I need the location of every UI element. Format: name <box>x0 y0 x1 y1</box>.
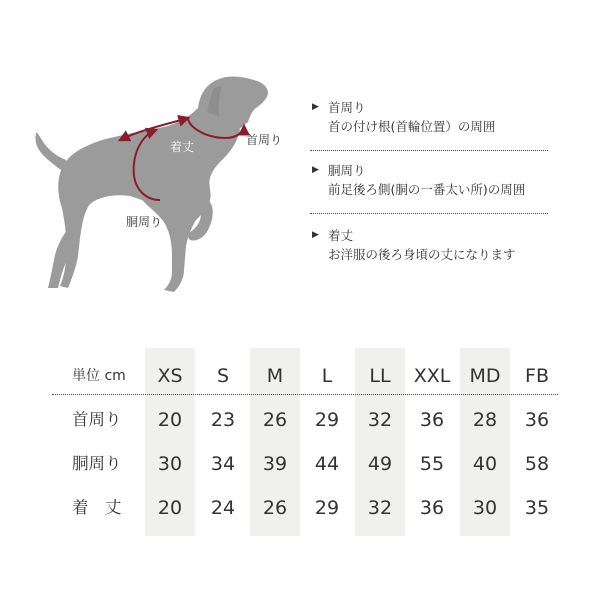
triangle-bullet-icon: ▶ <box>312 165 319 175</box>
triangle-bullet-icon: ▶ <box>312 230 319 240</box>
table-cell: 29 <box>314 409 340 431</box>
table-row <box>0 493 600 523</box>
figure-label-chest: 胴周り <box>126 215 163 229</box>
dotted-divider <box>310 150 548 151</box>
table-cell: 32 <box>367 497 393 519</box>
table-cell: 23 <box>210 409 236 431</box>
table-cell: 28 <box>472 409 498 431</box>
table-cell: 30 <box>157 453 183 475</box>
row-label: 胴周り <box>72 454 122 473</box>
legend-title: 胴周り <box>328 163 366 178</box>
size-header: XS <box>157 365 183 387</box>
size-header: LL <box>369 365 391 387</box>
size-header: MD <box>469 365 501 387</box>
table-cell: 39 <box>262 453 288 475</box>
size-header: S <box>216 365 230 387</box>
dog-silhouette <box>35 77 268 292</box>
table-cell: 40 <box>472 453 498 475</box>
table-cell: 49 <box>367 453 393 475</box>
legend-description: 首の付け根(首輪位置）の周囲 <box>328 119 496 134</box>
table-cell: 26 <box>262 497 288 519</box>
table-cell: 58 <box>524 453 550 475</box>
table-cell: 34 <box>210 453 236 475</box>
legend-title: 首周り <box>328 100 366 115</box>
table-cell: 36 <box>524 409 550 431</box>
table-cell: 20 <box>157 409 183 431</box>
table-cell: 20 <box>157 497 183 519</box>
table-cell: 26 <box>262 409 288 431</box>
unit-label: 単位 cm <box>72 368 126 384</box>
table-header-divider <box>52 394 558 395</box>
row-label: 首周り <box>72 410 122 429</box>
legend-description: 前足後ろ側(胴の一番太い所)の周囲 <box>328 182 526 197</box>
size-header: FB <box>525 365 549 387</box>
table-header-row <box>0 361 600 391</box>
dotted-divider <box>310 213 548 214</box>
table-cell: 36 <box>419 497 445 519</box>
row-label: 着 丈 <box>72 498 122 517</box>
size-header: L <box>321 365 333 387</box>
table-row <box>0 405 600 435</box>
table-cell: 32 <box>367 409 393 431</box>
size-header: M <box>266 365 284 387</box>
table-cell: 30 <box>472 497 498 519</box>
table-cell: 29 <box>314 497 340 519</box>
table-row <box>0 449 600 479</box>
figure-label-length: 着丈 <box>170 140 195 154</box>
legend-description: お洋服の後ろ身頃の丈になります <box>328 247 516 262</box>
table-cell: 24 <box>210 497 236 519</box>
size-table <box>0 348 600 538</box>
triangle-bullet-icon: ▶ <box>312 102 319 112</box>
table-cell: 36 <box>419 409 445 431</box>
table-cell: 55 <box>419 453 445 475</box>
table-cell: 44 <box>314 453 340 475</box>
figure-label-neck: 首周り <box>246 133 283 147</box>
size-header: XXL <box>413 365 451 387</box>
table-cell: 35 <box>524 497 550 519</box>
legend-title: 着丈 <box>328 228 354 243</box>
